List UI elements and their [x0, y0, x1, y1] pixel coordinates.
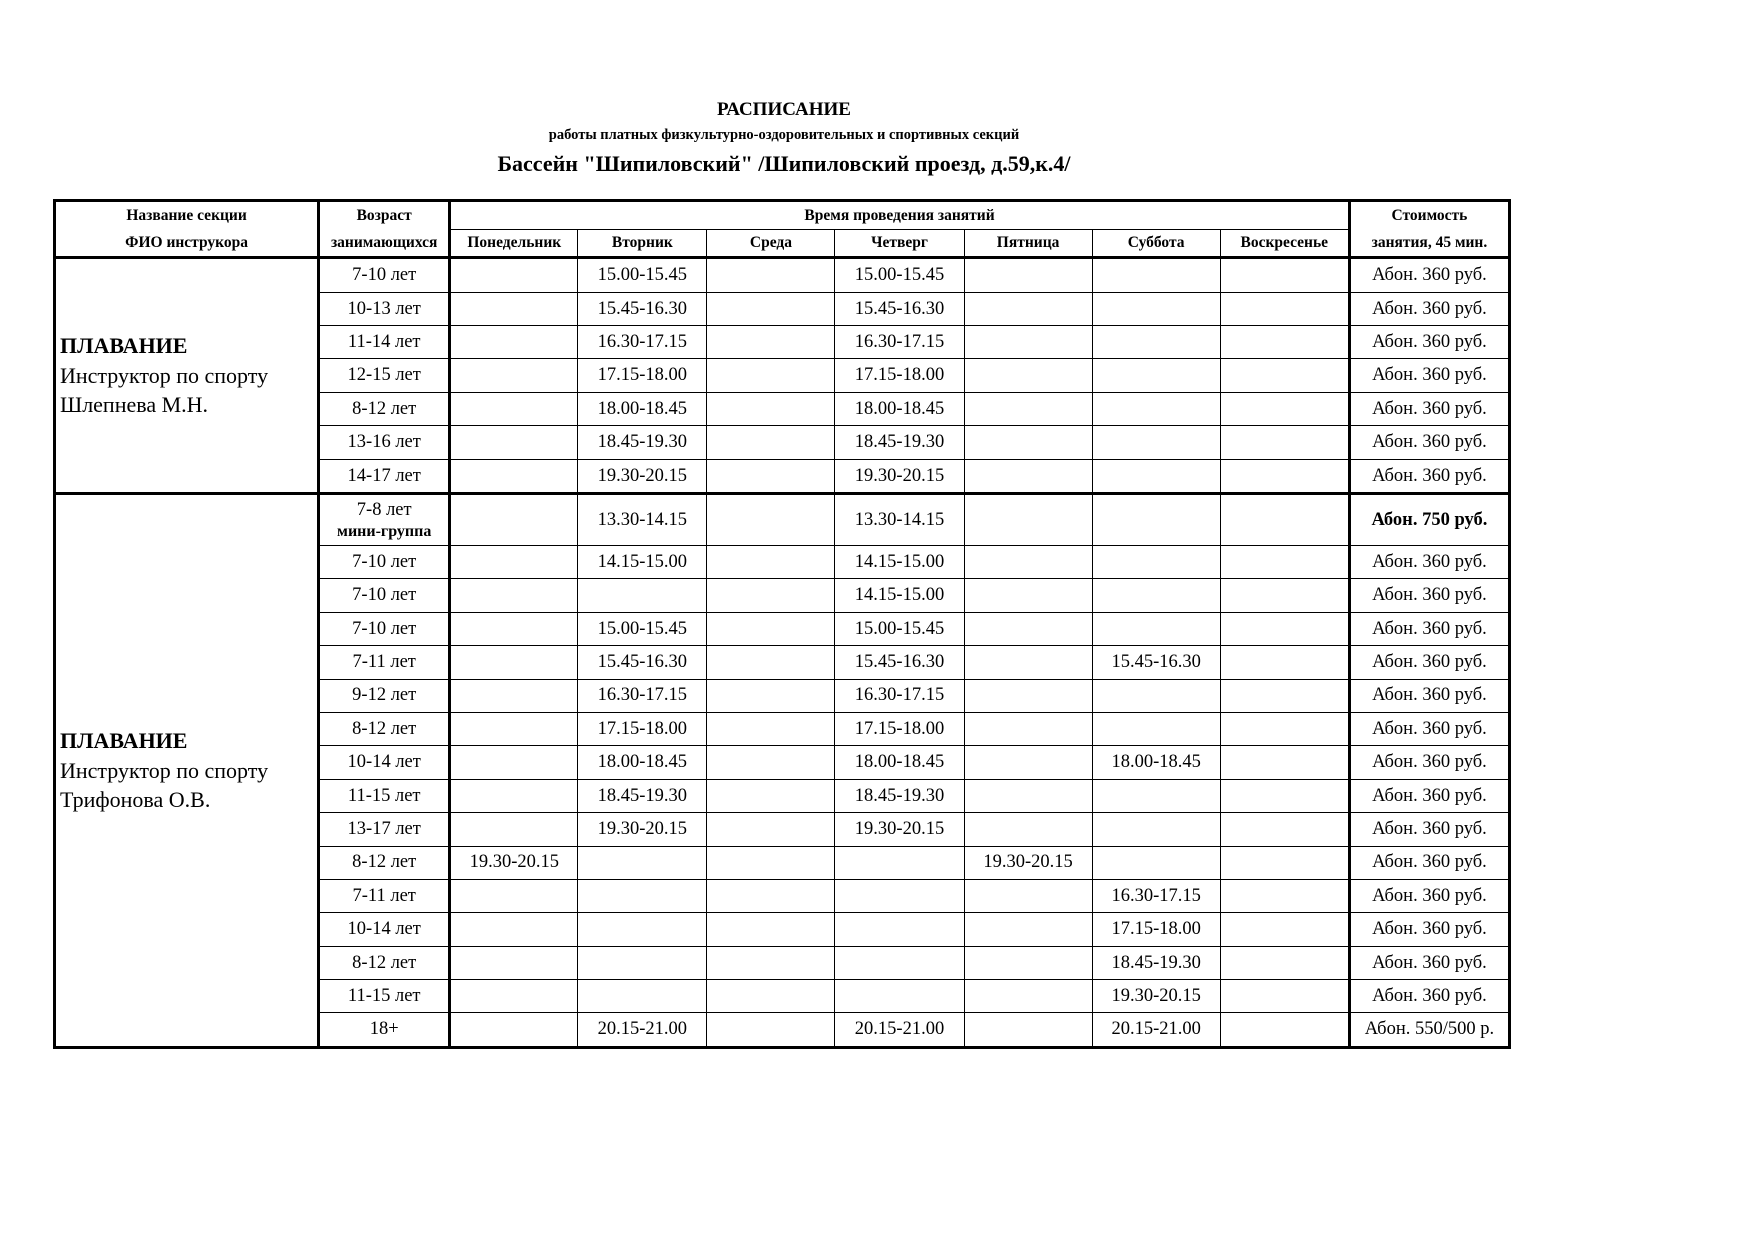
time-slot-cell: 18.45-19.30: [835, 426, 964, 459]
time-slot-cell: 16.30-17.15: [578, 326, 707, 359]
age-cell: 11-15 лет: [319, 779, 450, 812]
time-slot-cell: 16.30-17.15: [835, 326, 964, 359]
time-slot-cell: [578, 946, 707, 979]
instructor-role: Инструктор по спорту: [60, 362, 269, 388]
time-slot-cell: 19.30-20.15: [578, 813, 707, 846]
section-name: ПЛАВАНИЕ: [60, 333, 188, 359]
time-slot-cell: [1220, 779, 1349, 812]
doc-subtitle: работы платных физкультурно-оздоровительных и спортивных секций: [548, 127, 1020, 143]
time-slot-cell: [578, 579, 707, 612]
time-slot-cell: [1220, 612, 1349, 645]
cost-cell: Абон. 550/500 р.: [1349, 1013, 1509, 1047]
time-slot-cell: [1220, 879, 1349, 912]
header-day-thursday: Четверг: [835, 229, 964, 258]
time-slot-cell: [1220, 712, 1349, 745]
time-slot-cell: 17.15-18.00: [835, 712, 964, 745]
time-slot-cell: [450, 612, 578, 645]
time-slot-cell: 18.45-19.30: [1092, 946, 1220, 979]
time-slot-cell: 14.15-15.00: [835, 545, 964, 578]
time-slot-cell: [450, 646, 578, 679]
time-slot-cell: [964, 612, 1092, 645]
time-slot-cell: [1220, 459, 1349, 493]
time-slot-cell: [964, 646, 1092, 679]
time-slot-cell: [450, 879, 578, 912]
time-slot-cell: 13.30-14.15: [835, 493, 964, 545]
time-slot-cell: 16.30-17.15: [835, 679, 964, 712]
time-slot-cell: 14.15-15.00: [835, 579, 964, 612]
time-slot-cell: [1220, 493, 1349, 545]
instructor-name: Трифонова О.В.: [60, 787, 211, 813]
header-day-sunday: Воскресенье: [1220, 229, 1349, 258]
header-day-friday: Пятница: [964, 229, 1092, 258]
cost-cell: Абон. 360 руб.: [1349, 359, 1509, 392]
time-slot-cell: [707, 980, 835, 1013]
schedule-row: [55, 258, 1510, 292]
header-cost-cell: [1349, 201, 1509, 258]
time-slot-cell: [1220, 746, 1349, 779]
age-cell: 10-13 лет: [319, 292, 450, 325]
time-slot-cell: [578, 846, 707, 879]
cost-cell: Абон. 360 руб.: [1349, 946, 1509, 979]
time-slot-cell: 19.30-20.15: [578, 459, 707, 493]
age-cell: [319, 493, 450, 545]
time-slot-cell: [964, 980, 1092, 1013]
time-slot-cell: [964, 579, 1092, 612]
time-slot-cell: [707, 292, 835, 325]
time-slot-cell: [707, 746, 835, 779]
time-slot-cell: [707, 879, 835, 912]
time-slot-cell: 15.45-16.30: [835, 646, 964, 679]
cost-cell: Абон. 360 руб.: [1349, 326, 1509, 359]
time-slot-cell: [835, 879, 964, 912]
time-slot-cell: [578, 913, 707, 946]
age-cell: 13-17 лет: [319, 813, 450, 846]
time-slot-cell: [835, 846, 964, 879]
header-day-monday: Понедельник: [450, 229, 578, 258]
header-day-saturday: Суббота: [1092, 229, 1220, 258]
time-slot-cell: [450, 746, 578, 779]
time-slot-cell: 19.30-20.15: [450, 846, 578, 879]
header-cost-label-2: занятия, 45 мин.: [1371, 234, 1488, 252]
header-section-label: Название секции: [126, 207, 247, 224]
time-slot-cell: [450, 459, 578, 493]
time-slot-cell: [1092, 459, 1220, 493]
cost-cell: Абон. 360 руб.: [1349, 679, 1509, 712]
time-slot-cell: [450, 545, 578, 578]
time-slot-cell: 19.30-20.15: [964, 846, 1092, 879]
time-slot-cell: [1220, 545, 1349, 578]
time-slot-cell: 17.15-18.00: [578, 359, 707, 392]
header-section-cell: [55, 201, 319, 258]
time-slot-cell: [1220, 646, 1349, 679]
time-slot-cell: 15.45-16.30: [835, 292, 964, 325]
time-slot-cell: [964, 1013, 1092, 1047]
time-slot-cell: [1092, 326, 1220, 359]
time-slot-cell: 15.00-15.45: [578, 612, 707, 645]
time-slot-cell: [1220, 292, 1349, 325]
age-cell: 9-12 лет: [319, 679, 450, 712]
doc-title: РАСПИСАНИЕ: [717, 99, 851, 120]
time-slot-cell: [964, 392, 1092, 425]
time-slot-cell: [450, 813, 578, 846]
age-group-type: мини-группа: [337, 522, 432, 540]
time-slot-cell: 20.15-21.00: [1092, 1013, 1220, 1047]
age-cell: 8-12 лет: [319, 392, 450, 425]
time-slot-cell: [450, 292, 578, 325]
time-slot-cell: 19.30-20.15: [835, 813, 964, 846]
time-slot-cell: 20.15-21.00: [578, 1013, 707, 1047]
time-slot-cell: 18.45-19.30: [578, 779, 707, 812]
time-slot-cell: [707, 545, 835, 578]
time-slot-cell: 18.00-18.45: [835, 392, 964, 425]
age-cell: 8-12 лет: [319, 946, 450, 979]
time-slot-cell: 18.45-19.30: [835, 779, 964, 812]
time-slot-cell: [1092, 679, 1220, 712]
section-name: ПЛАВАНИЕ: [60, 727, 188, 753]
time-slot-cell: 20.15-21.00: [835, 1013, 964, 1047]
time-slot-cell: [707, 493, 835, 545]
time-slot-cell: 15.00-15.45: [835, 612, 964, 645]
cost-cell: Абон. 360 руб.: [1349, 612, 1509, 645]
time-slot-cell: 17.15-18.00: [835, 359, 964, 392]
cost-cell: Абон. 360 руб.: [1349, 579, 1509, 612]
time-slot-cell: [1220, 813, 1349, 846]
time-slot-cell: [578, 980, 707, 1013]
time-slot-cell: [964, 813, 1092, 846]
time-slot-cell: [707, 326, 835, 359]
time-slot-cell: 18.00-18.45: [578, 392, 707, 425]
age-cell: 8-12 лет: [319, 712, 450, 745]
time-slot-cell: [707, 813, 835, 846]
cost-cell: Абон. 360 руб.: [1349, 746, 1509, 779]
time-slot-cell: [964, 326, 1092, 359]
header-time-group: Время проведения занятий: [450, 201, 1350, 230]
time-slot-cell: [1092, 359, 1220, 392]
age-cell: 11-14 лет: [319, 326, 450, 359]
time-slot-cell: [707, 392, 835, 425]
time-slot-cell: 17.15-18.00: [1092, 913, 1220, 946]
header-age-label: Возраст: [356, 207, 412, 224]
time-slot-cell: [1220, 392, 1349, 425]
time-slot-cell: 15.00-15.45: [578, 258, 707, 292]
time-slot-cell: 19.30-20.15: [835, 459, 964, 493]
time-slot-cell: [1092, 392, 1220, 425]
time-slot-cell: [450, 258, 578, 292]
cost-cell: Абон. 360 руб.: [1349, 646, 1509, 679]
age-cell: 7-10 лет: [319, 545, 450, 578]
schedule-header: [55, 201, 1510, 258]
time-slot-cell: [450, 1013, 578, 1047]
time-slot-cell: [1092, 292, 1220, 325]
age-cell: 14-17 лет: [319, 459, 450, 493]
time-slot-cell: [1092, 846, 1220, 879]
age-cell: 10-14 лет: [319, 913, 450, 946]
time-slot-cell: [1220, 679, 1349, 712]
time-slot-cell: [1092, 813, 1220, 846]
age-cell: 18+: [319, 1013, 450, 1047]
cost-cell: Абон. 360 руб.: [1349, 913, 1509, 946]
header-cost-label: Стоимость: [1391, 207, 1468, 224]
age-cell: 7-10 лет: [319, 258, 450, 292]
age-cell: 7-10 лет: [319, 579, 450, 612]
time-slot-cell: [707, 1013, 835, 1047]
time-slot-cell: [964, 679, 1092, 712]
time-slot-cell: [1220, 980, 1349, 1013]
time-slot-cell: 15.45-16.30: [578, 292, 707, 325]
header-age-label-2: занимающихся: [330, 234, 438, 252]
time-slot-cell: [1220, 579, 1349, 612]
time-slot-cell: [964, 258, 1092, 292]
section-cell: [55, 258, 319, 494]
schedule-row: [55, 493, 1510, 545]
venue-title: Бассейн "Шипиловский" /Шипиловский проезд, д.59,к.4/: [497, 151, 1071, 176]
cost-cell: Абон. 360 руб.: [1349, 258, 1509, 292]
time-slot-cell: [964, 426, 1092, 459]
time-slot-cell: [1220, 258, 1349, 292]
time-slot-cell: [1220, 426, 1349, 459]
time-slot-cell: [450, 359, 578, 392]
time-slot-cell: [707, 946, 835, 979]
time-slot-cell: [707, 359, 835, 392]
cost-cell: Абон. 360 руб.: [1349, 813, 1509, 846]
time-slot-cell: [707, 913, 835, 946]
time-slot-cell: [1092, 579, 1220, 612]
time-slot-cell: [707, 579, 835, 612]
time-slot-cell: [1092, 258, 1220, 292]
time-slot-cell: [707, 779, 835, 812]
cost-cell: Абон. 360 руб.: [1349, 292, 1509, 325]
time-slot-cell: 13.30-14.15: [578, 493, 707, 545]
time-slot-cell: [450, 493, 578, 545]
age-cell: 7-11 лет: [319, 646, 450, 679]
time-slot-cell: [450, 426, 578, 459]
cost-cell: Абон. 360 руб.: [1349, 980, 1509, 1013]
cost-cell: Абон. 750 руб.: [1349, 493, 1509, 545]
time-slot-cell: [450, 980, 578, 1013]
time-slot-cell: [1092, 712, 1220, 745]
time-slot-cell: [964, 879, 1092, 912]
time-slot-cell: [964, 946, 1092, 979]
instructor-role: Инструктор по спорту: [60, 757, 269, 783]
time-slot-cell: [450, 579, 578, 612]
header-day-wednesday: Среда: [707, 229, 835, 258]
time-slot-cell: [1092, 612, 1220, 645]
time-slot-cell: 16.30-17.15: [1092, 879, 1220, 912]
time-slot-cell: 18.00-18.45: [1092, 746, 1220, 779]
time-slot-cell: [964, 545, 1092, 578]
age-value: 7-8 лет: [356, 499, 412, 520]
time-slot-cell: [707, 679, 835, 712]
time-slot-cell: 18.00-18.45: [578, 746, 707, 779]
time-slot-cell: [450, 779, 578, 812]
time-slot-cell: [964, 712, 1092, 745]
time-slot-cell: [964, 459, 1092, 493]
header-instructor-label: ФИО инструкора: [125, 234, 248, 252]
time-slot-cell: [1092, 493, 1220, 545]
time-slot-cell: 16.30-17.15: [578, 679, 707, 712]
age-cell: 11-15 лет: [319, 980, 450, 1013]
time-slot-cell: [707, 459, 835, 493]
time-slot-cell: [964, 493, 1092, 545]
age-cell: 7-10 лет: [319, 612, 450, 645]
time-slot-cell: [1220, 946, 1349, 979]
time-slot-cell: [964, 746, 1092, 779]
time-slot-cell: [1092, 426, 1220, 459]
time-slot-cell: 17.15-18.00: [578, 712, 707, 745]
age-cell: 10-14 лет: [319, 746, 450, 779]
time-slot-cell: 19.30-20.15: [1092, 980, 1220, 1013]
time-slot-cell: [707, 258, 835, 292]
time-slot-cell: [450, 712, 578, 745]
time-slot-cell: [964, 292, 1092, 325]
time-slot-cell: [1220, 846, 1349, 879]
time-slot-cell: [1092, 779, 1220, 812]
cost-cell: Абон. 360 руб.: [1349, 879, 1509, 912]
age-cell: 13-16 лет: [319, 426, 450, 459]
time-slot-cell: [450, 326, 578, 359]
time-slot-cell: 15.45-16.30: [1092, 646, 1220, 679]
section-cell: [55, 493, 319, 1047]
age-cell: 12-15 лет: [319, 359, 450, 392]
time-slot-cell: 15.45-16.30: [578, 646, 707, 679]
header-day-tuesday: Вторник: [578, 229, 707, 258]
schedule-table: [53, 199, 1511, 1049]
time-slot-cell: 18.00-18.45: [835, 746, 964, 779]
cost-cell: Абон. 360 руб.: [1349, 459, 1509, 493]
time-slot-cell: [707, 612, 835, 645]
time-slot-cell: [964, 779, 1092, 812]
time-slot-cell: 18.45-19.30: [578, 426, 707, 459]
time-slot-cell: [964, 913, 1092, 946]
time-slot-cell: [450, 392, 578, 425]
time-slot-cell: [964, 359, 1092, 392]
cost-cell: Абон. 360 руб.: [1349, 846, 1509, 879]
cost-cell: Абон. 360 руб.: [1349, 426, 1509, 459]
time-slot-cell: [1092, 545, 1220, 578]
instructor-name: Шлепнева М.Н.: [60, 392, 209, 418]
time-slot-cell: [1220, 1013, 1349, 1047]
time-slot-cell: 14.15-15.00: [578, 545, 707, 578]
time-slot-cell: [1220, 359, 1349, 392]
time-slot-cell: [450, 679, 578, 712]
age-cell: 7-11 лет: [319, 879, 450, 912]
time-slot-cell: [835, 946, 964, 979]
header-age-cell: [319, 201, 450, 258]
schedule-body: [55, 258, 1510, 1048]
time-slot-cell: [835, 913, 964, 946]
time-slot-cell: [707, 426, 835, 459]
cost-cell: Абон. 360 руб.: [1349, 779, 1509, 812]
cost-cell: Абон. 360 руб.: [1349, 392, 1509, 425]
time-slot-cell: [450, 913, 578, 946]
time-slot-cell: [450, 946, 578, 979]
time-slot-cell: [578, 879, 707, 912]
age-cell: 8-12 лет: [319, 846, 450, 879]
time-slot-cell: [707, 646, 835, 679]
time-slot-cell: [707, 712, 835, 745]
time-slot-cell: 15.00-15.45: [835, 258, 964, 292]
time-slot-cell: [707, 846, 835, 879]
cost-cell: Абон. 360 руб.: [1349, 712, 1509, 745]
time-slot-cell: [835, 980, 964, 1013]
time-slot-cell: [1220, 326, 1349, 359]
time-slot-cell: [1220, 913, 1349, 946]
cost-cell: Абон. 360 руб.: [1349, 545, 1509, 578]
